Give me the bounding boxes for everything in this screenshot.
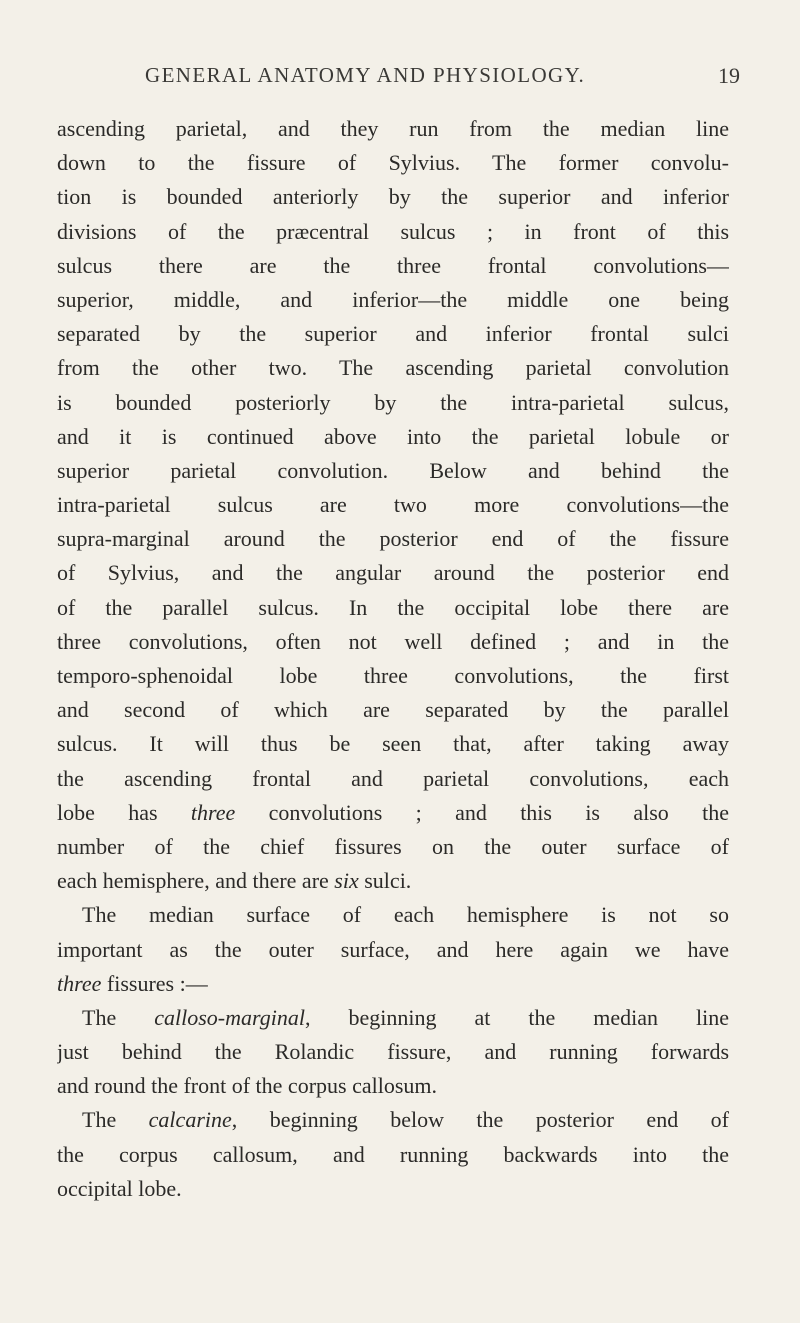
text-line: [57, 522, 729, 556]
text-line: [57, 488, 729, 522]
text-segment: The: [82, 1004, 155, 1030]
text-line: [57, 420, 729, 454]
text-segment: occipital lobe.: [57, 1175, 182, 1201]
text-line: [57, 727, 729, 761]
text-segment: down to the fissure of Sylvius. The former convolu-: [57, 150, 729, 176]
text-line: [57, 830, 729, 864]
text-line: [57, 625, 729, 659]
text-line: [57, 1035, 729, 1069]
text-line: [57, 317, 729, 351]
italic-term: three: [190, 799, 236, 825]
text-segment: fissures :—: [101, 970, 208, 996]
text-line: [57, 762, 729, 796]
text-segment: of Sylvius, and the angular around the posterior end: [57, 560, 729, 586]
text-segment: The: [82, 1107, 149, 1133]
text-line: [57, 215, 729, 249]
text-segment: from the other two. The ascending parietal convolution: [57, 355, 729, 381]
text-segment: The median surface of each hemisphere is not so: [82, 902, 729, 928]
text-segment: three convolutions, often not well defined ; and in the: [57, 628, 729, 654]
text-segment: sulcus. It will thus be seen that, after taking away: [57, 731, 729, 757]
text-segment: each hemisphere, and there are: [57, 868, 335, 894]
body-text: [57, 112, 729, 1206]
text-segment: , beginning below the posterior end of: [231, 1107, 729, 1133]
text-segment: divisions of the præcentral sulcus ; in front of this: [57, 218, 729, 244]
running-title: GENERAL ANATOMY AND PHYSIOLOGY.: [145, 63, 586, 87]
text-line: [57, 1001, 729, 1035]
text-segment: lobe has: [57, 799, 191, 825]
text-line: [57, 693, 729, 727]
text-line: [57, 249, 729, 283]
text-line: [57, 796, 729, 830]
text-segment: number of the chief fissures on the outer surface of: [57, 833, 729, 859]
text-line: [57, 1103, 729, 1137]
text-line: [57, 283, 729, 317]
text-line: [57, 351, 729, 385]
running-head: [0, 63, 800, 93]
text-segment: sulci.: [358, 868, 412, 894]
text-line: [57, 556, 729, 590]
text-segment: important as the outer surface, and here again we have: [57, 936, 729, 962]
text-line: [57, 146, 729, 180]
text-segment: ascending parietal, and they run from the median line: [57, 116, 729, 141]
text-segment: of the parallel sulcus. In the occipital lobe there are: [57, 594, 729, 620]
text-segment: convolutions ; and this is also the: [235, 799, 729, 825]
text-line: [57, 659, 729, 693]
text-segment: the corpus callosum, and running backwards into the: [57, 1141, 729, 1167]
text-segment: , beginning at the median line: [304, 1004, 729, 1030]
text-line: [57, 1172, 729, 1206]
text-line: [57, 180, 729, 214]
page-number: 19: [718, 63, 740, 88]
text-segment: and round the front of the corpus callosum.: [57, 1073, 438, 1099]
text-segment: just behind the Rolandic fissure, and running forwards: [57, 1039, 729, 1065]
text-segment: intra-parietal sulcus are two more convolutions—the: [57, 492, 729, 518]
italic-term: calloso-marginal: [154, 1004, 305, 1030]
text-line: [57, 864, 729, 898]
text-segment: separated by the superior and inferior frontal sulci: [57, 321, 729, 347]
text-segment: is bounded posteriorly by the intra-parietal sulcus,: [57, 389, 729, 415]
text-line: [57, 1069, 729, 1103]
italic-term: six: [334, 868, 359, 894]
text-line: [57, 1138, 729, 1172]
text-line: [57, 898, 729, 932]
text-line: [57, 386, 729, 420]
text-line: [57, 112, 729, 146]
text-segment: supra-marginal around the posterior end of the fissure: [57, 526, 729, 552]
text-line: [57, 454, 729, 488]
text-line: [57, 967, 729, 1001]
text-segment: temporo-sphenoidal lobe three convolutions, the first: [57, 663, 729, 688]
text-line: [57, 933, 729, 967]
text-segment: tion is bounded anteriorly by the superior and inferior: [57, 184, 729, 210]
italic-term: three: [57, 970, 102, 996]
text-segment: the ascending frontal and parietal convolutions, each: [57, 765, 729, 791]
text-line: [57, 591, 729, 625]
text-segment: superior parietal convolution. Below and behind the: [57, 457, 729, 483]
text-segment: and second of which are separated by the parallel: [57, 697, 729, 723]
text-segment: superior, middle, and inferior—the middle one being: [57, 286, 729, 312]
text-segment: and it is continued above into the parietal lobule or: [57, 423, 729, 449]
text-segment: sulcus there are the three frontal convolutions—: [57, 252, 729, 278]
italic-term: calcarine: [148, 1107, 232, 1133]
